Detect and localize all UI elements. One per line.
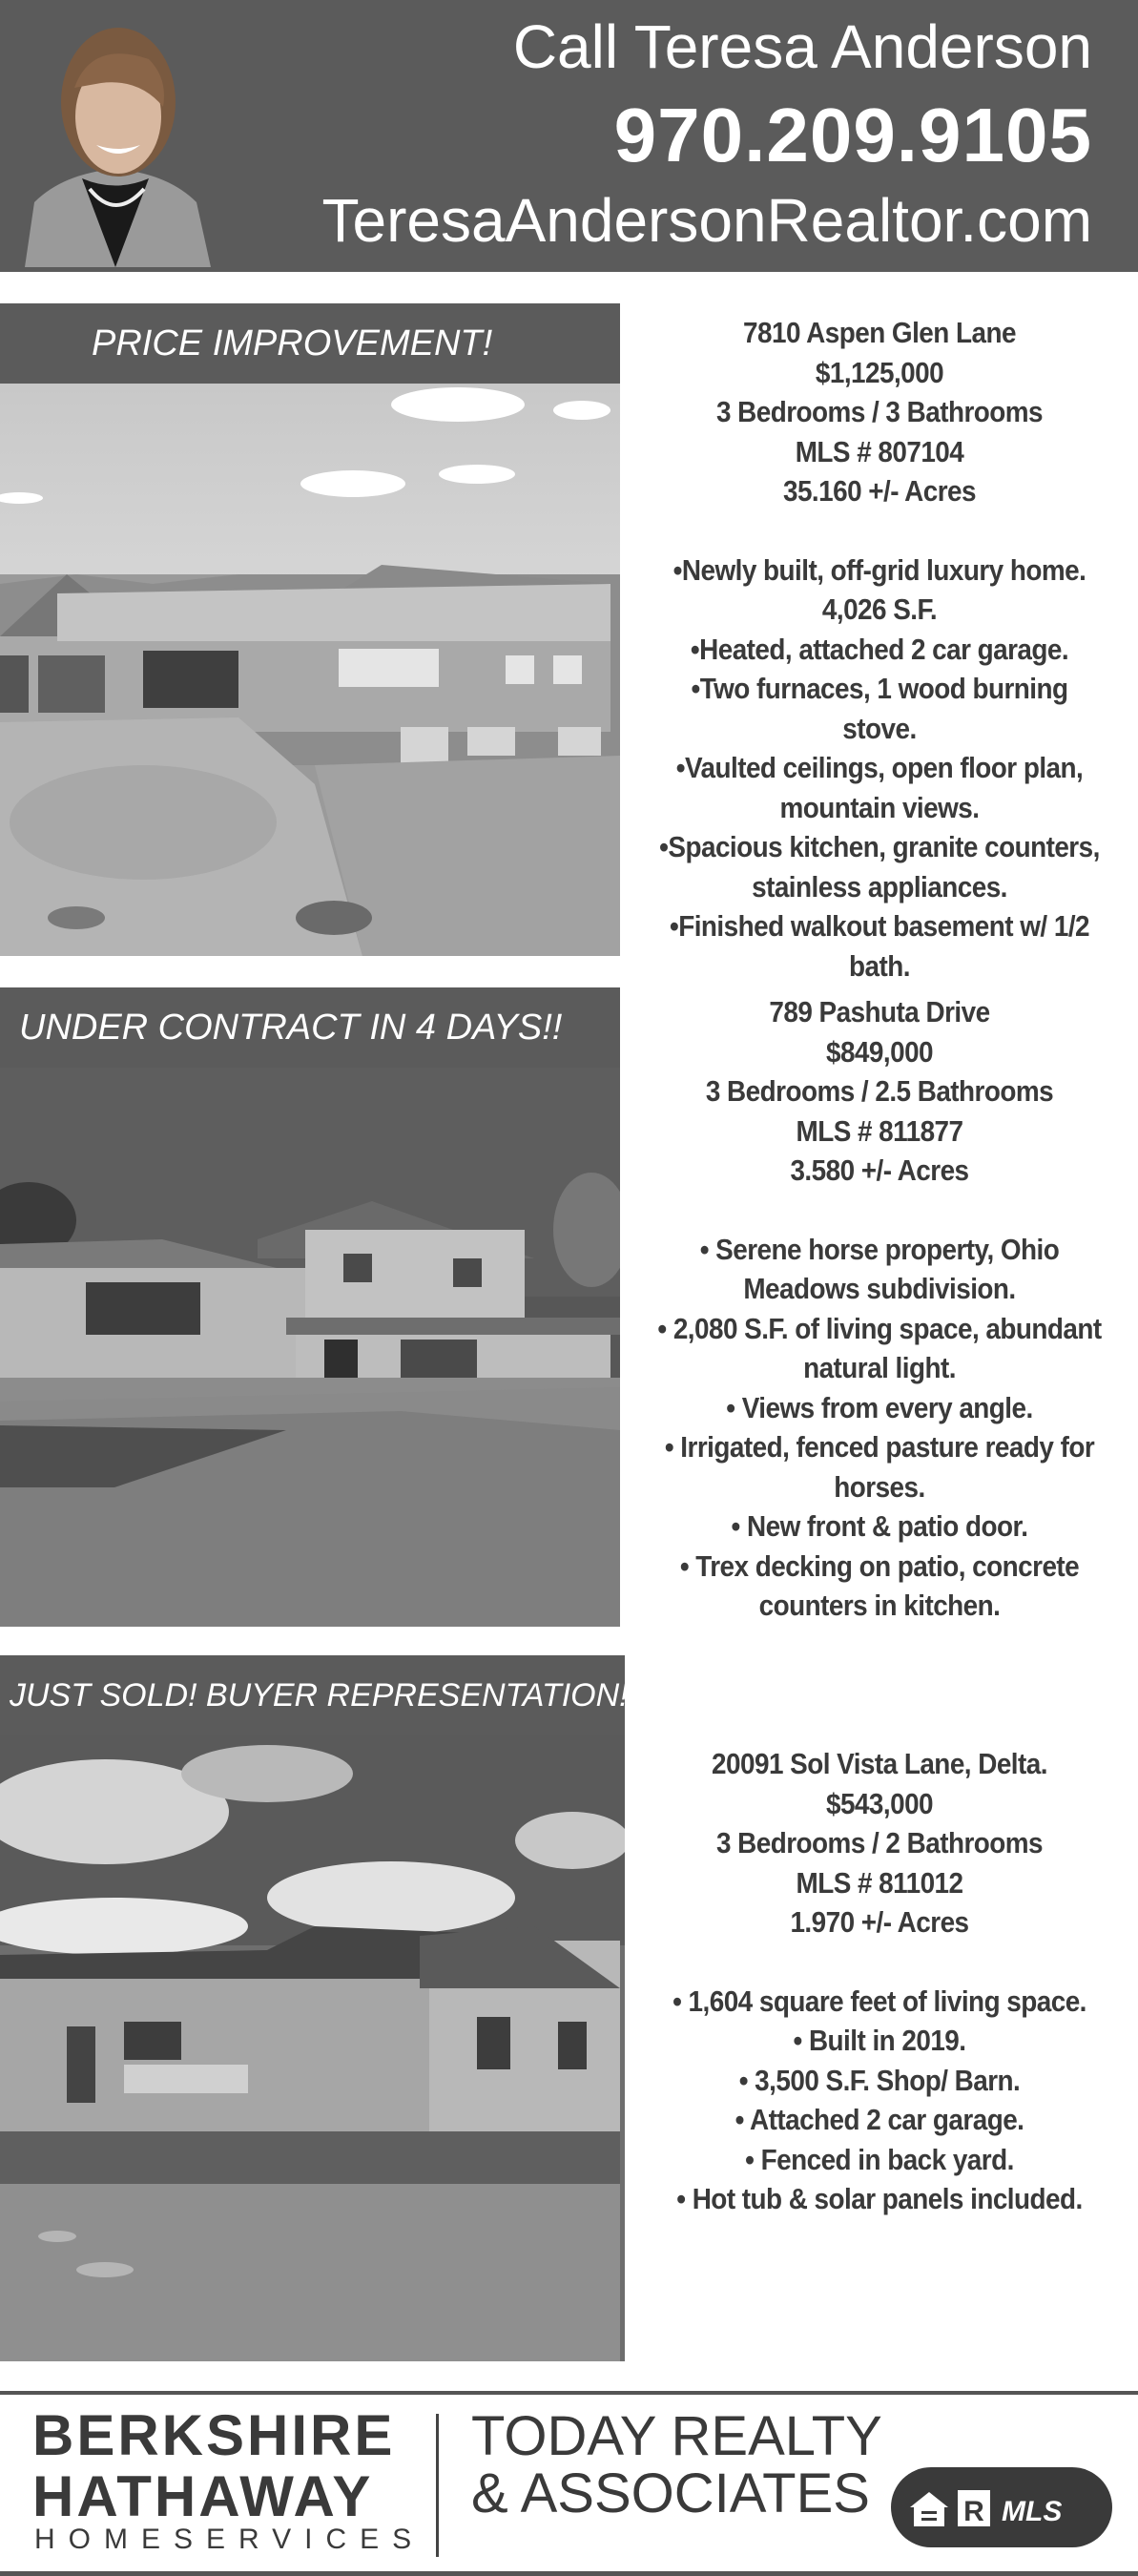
listing-price: $849,000: [825, 1034, 934, 1069]
listing-tag-under-contract: UNDER CONTRACT IN 4 DAYS!!: [0, 987, 620, 1068]
agent-website[interactable]: TeresaAndersonRealtor.com: [321, 186, 1092, 255]
mls-logo: [887, 2463, 1116, 2551]
listing-mls: MLS # 811877: [796, 1113, 963, 1148]
agent-portrait: [6, 11, 225, 267]
listing-feature: • Attached 2 car garage.: [735, 2103, 1024, 2136]
listing-acres: 35.160 +/- Acres: [782, 474, 977, 508]
brand-line-1: BERKSHIRE: [32, 2403, 396, 2467]
header-banner: [0, 0, 1138, 272]
listing-address: 7810 Aspen Glen Lane: [743, 316, 1016, 349]
listing-rooms: 3 Bedrooms / 2 Bathrooms: [715, 1826, 1044, 1859]
realtor-icon: [958, 2490, 990, 2527]
listing-feature: • Trex decking on patio, concrete counters in kitchen.: [679, 1548, 1080, 1622]
listing-feature: • 1,604 square feet of living space.: [672, 1984, 1086, 2018]
listing-tag-just-sold: JUST SOLD! BUYER REPRESENTATION!: [0, 1655, 625, 1735]
listing-feature: •Two furnaces, 1 wood burning stove.: [691, 672, 1068, 745]
listing-feature: • Views from every angle.: [726, 1390, 1033, 1424]
listing-feature: • 2,080 S.F. of living space, abundant natural light.: [657, 1311, 1102, 1384]
house-photo-pashuta: [0, 1068, 620, 1627]
house-photo-sol-vista: [0, 1735, 625, 2361]
footer-bottom-rule: [0, 2571, 1138, 2576]
listing-feature: •Spacious kitchen, granite counters, stainless appliances.: [659, 830, 1100, 904]
listing-feature: • New front & patio door.: [731, 1509, 1028, 1543]
office-line-2: & ASSOCIATES: [471, 2462, 870, 2524]
listing-feature: •Finished walkout basement w/ 1/2 bath.: [669, 909, 1090, 983]
listing-feature: • Serene horse property, Ohio Meadows subdivision.: [699, 1232, 1060, 1305]
listing-feature: • Built in 2019.: [793, 2024, 966, 2057]
listing-feature: • Hot tub & solar panels included.: [676, 2182, 1083, 2215]
listing-details-pashuta: [656, 992, 1103, 1626]
brand-line-3: HOMESERVICES: [34, 2524, 425, 2555]
listing-feature: •Vaulted ceilings, open floor plan, mountain views.: [675, 751, 1084, 824]
footer-top-rule: [0, 2391, 1138, 2395]
listing-tag-price-improvement: PRICE IMPROVEMENT!: [0, 303, 620, 384]
house-photo-aspen-glen: [0, 384, 620, 956]
agent-call-title: Call Teresa Anderson: [512, 12, 1092, 81]
footer-divider: [436, 2414, 439, 2557]
mls-logo-text: MLS: [1002, 2496, 1063, 2527]
listing-details-sol-vista: [656, 1744, 1103, 2219]
listing-address: 20091 Sol Vista Lane, Delta.: [712, 1747, 1047, 1780]
listing-feature: • 3,500 S.F. Shop/ Barn.: [738, 2063, 1021, 2097]
listing-feature: • Fenced in back yard.: [745, 2142, 1014, 2176]
listing-feature: •Heated, attached 2 car garage.: [690, 632, 1069, 666]
listing-rooms: 3 Bedrooms / 2.5 Bathrooms: [705, 1074, 1054, 1108]
listing-address: 789 Pashuta Drive: [769, 995, 990, 1028]
listing-mls: MLS # 811012: [796, 1865, 963, 1900]
listing-mls: MLS # 807104: [795, 434, 964, 468]
listing-feature: • Irrigated, fenced pasture ready for horses.: [664, 1430, 1095, 1504]
listing-price: $1,125,000: [815, 355, 944, 389]
listing-acres: 1.970 +/- Acres: [790, 1905, 969, 1939]
listing-price: $543,000: [825, 1786, 934, 1820]
listing-rooms: 3 Bedrooms / 3 Bathrooms: [715, 395, 1044, 428]
agent-phone[interactable]: 970.209.9105: [613, 93, 1092, 177]
office-line-1: TODAY REALTY: [471, 2405, 882, 2467]
listing-feature: •Newly built, off-grid luxury home. 4,026 S.F.: [672, 552, 1086, 626]
listing-details-aspen-glen: [656, 313, 1103, 986]
svg-text:R: R: [963, 2496, 984, 2527]
brand-line-2: HATHAWAY: [32, 2464, 374, 2528]
listing-acres: 3.580 +/- Acres: [790, 1153, 969, 1187]
